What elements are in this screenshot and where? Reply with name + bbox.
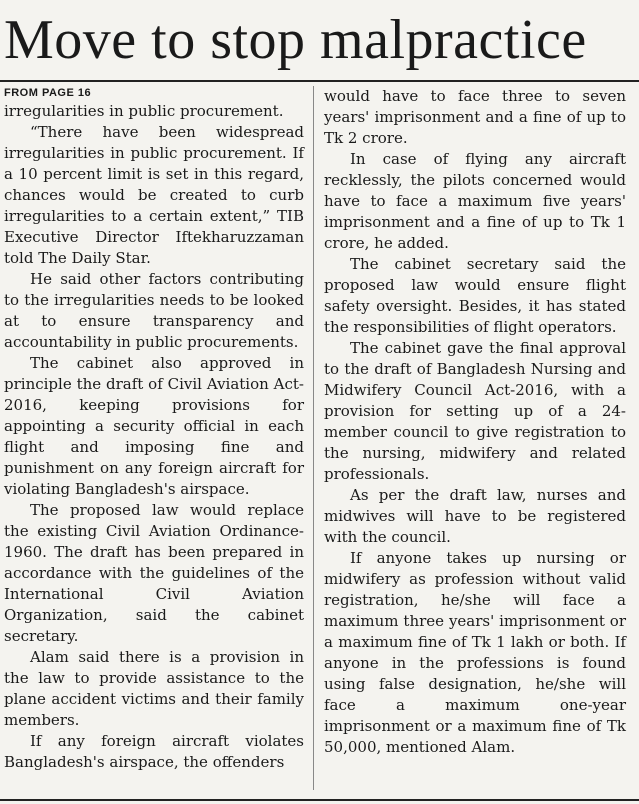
- left-column: [4, 86, 304, 773]
- right-column: [324, 86, 626, 758]
- paragraph: would have to face three to seven years' imprisonment and a fine of up to Tk 2 crore.: [324, 87, 626, 147]
- paragraph: The cabinet also approved in principle the draft of Civil Aviation Act-2016, keeping provisions for appointing a security official in each flight and imposing fine and punishment on any foreign aircraft for violating Bangladesh's airspace.: [4, 354, 304, 498]
- column-divider: [313, 86, 314, 790]
- paragraph: As per the draft law, nurses and midwives will have to be registered with the council.: [324, 486, 626, 546]
- paragraph: If any foreign aircraft violates Bangladesh's airspace, the offenders: [4, 732, 304, 771]
- headline: Move to stop malpractice: [4, 9, 587, 71]
- paragraph: In case of flying any aircraft recklessly, the pilots concerned would have to face a maximum five years' imprisonment and a fine of up to Tk 1 crore, he added.: [324, 150, 626, 252]
- paragraph: The proposed law would replace the existing Civil Aviation Ordinance-1960. The draft has been prepared in accordance with the guidelines of the International Civil Aviation Organization, said the cabinet secretary.: [4, 501, 304, 645]
- jump-line: FROM PAGE 16: [4, 87, 92, 99]
- headline-rule: [0, 80, 639, 82]
- paragraph: The cabinet secretary said the proposed law would ensure flight safety oversight. Besides, it has stated the responsibilities of flight operators.: [324, 255, 626, 336]
- paragraph: “There have been widespread irregularities in public procurement. If a 10 percent limit is set in this regard, chances would be created to curb irregularities to a certain extent,” TIB Executive Director Iftekharuzzaman told The Daily Star.: [4, 123, 304, 267]
- bottom-rule: [0, 799, 639, 801]
- paragraph: Alam said there is a provision in the law to provide assistance to the plane accident victims and their family members.: [4, 648, 304, 729]
- paragraph: If anyone takes up nursing or midwifery as profession without valid registration, he/she will face a maximum three years' imprisonment or a maximum fine of Tk 1 lakh or both. If anyone in the professions is found using false designation, he/she will face a maximum one-year imprisonment or a maximum fine of Tk 50,000, mentioned Alam.: [324, 549, 626, 756]
- paragraph: The cabinet gave the final approval to the draft of Bangladesh Nursing and Midwifery Council Act-2016, with a provision for setting up of a 24-member council to give registration to the nursing, midwifery and related professionals.: [324, 339, 626, 483]
- paragraph: He said other factors contributing to the irregularities needs to be looked at to ensure transparency and accountability in public procurements.: [4, 270, 304, 351]
- paragraph: irregularities in public procurement.: [4, 102, 284, 120]
